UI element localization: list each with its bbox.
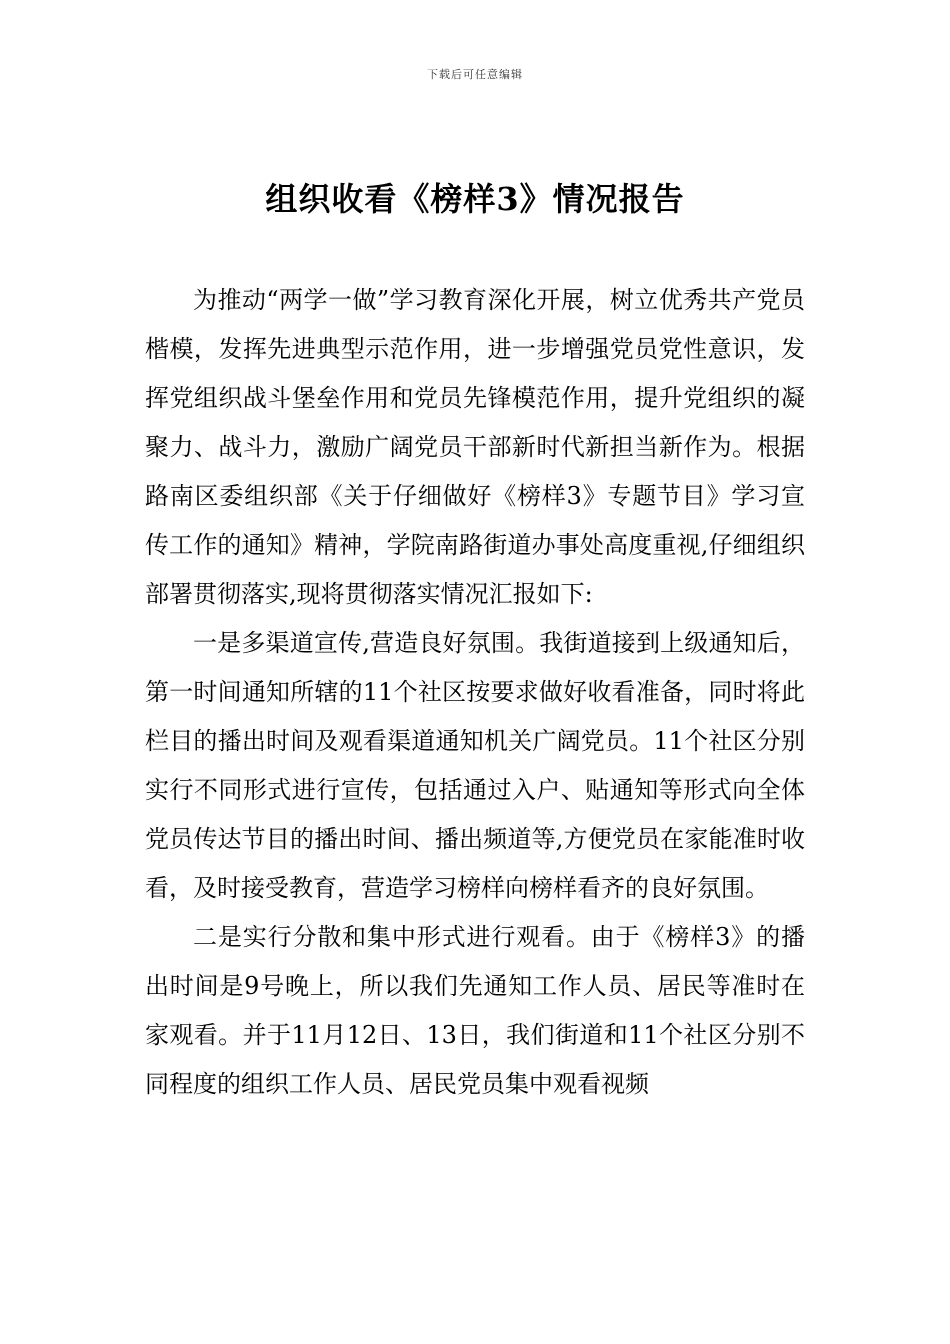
header-note: 下载后可任意编辑: [427, 68, 523, 81]
document-title: 组织收看《榜样3》情况报告: [265, 180, 685, 218]
paragraph-viewing: 二是实行分散和集中形式进行观看。由于《榜样3》的播出时间是9号晚上，所以我们先通知工作人员、居民等准时在家观看。并于11月12日、13日，我们街道和11个社区分别不同程度的组织工作人员、居民党员集中观看视频: [145, 923, 805, 1098]
document-body: [145, 276, 805, 1109]
paragraph-publicity: 一是多渠道宣传,营造良好氛围。我街道接到上级通知后，第一时间通知所辖的11个社区按要求做好收看准备，同时将此栏目的播出时间及观看渠道通知机关广阔党员。11个社区分别实行不同形式进行宣传，包括通过入户、贴通知等形式向全体党员传达节目的播出时间、播出频道等,方便党员在家能准时收看，及时接受教育，营造学习榜样向榜样看齐的良好氛围。: [145, 629, 805, 902]
paragraph-intro: 为推动“两学一做”学习教育深化开展，树立优秀共产党员楷模，发挥先进典型示范作用，进一步增强党员党性意识，发挥党组织战斗堡垒作用和党员先锋模范作用，提升党组织的凝聚力、战斗力，激励广阔党员干部新时代新担当新作为。根据路南区委组织部《关于仔细做好《榜样3》专题节目》学习宣传工作的通知》精神，学院南路街道办事处高度重视,仔细组织部署贯彻落实,现将贯彻落实情况汇报如下:: [145, 286, 805, 608]
